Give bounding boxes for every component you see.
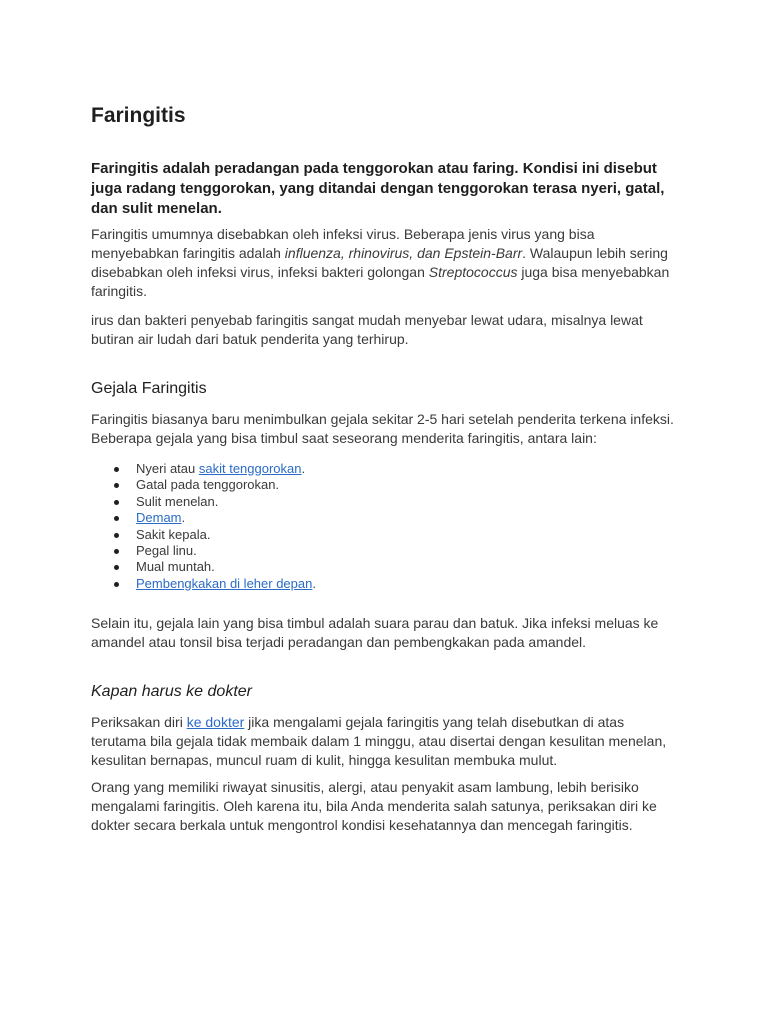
list-item: Pegal linu. (136, 543, 681, 559)
paragraph-other-symptoms: Selain itu, gejala lain yang bisa timbul adalah suara parau dan batuk. Jika infeksi meluas ke amandel atau tonsil bisa terjadi peradangan dan pembengkakan pada amandel. (91, 615, 659, 651)
paragraph-transmission: irus dan bakteri penyebab faringitis sangat mudah menyebar lewat udara, misalnya lewat butiran air ludah dari batuk penderita yang terhirup. (91, 312, 643, 347)
article (91, 102, 681, 835)
paragraph-causes-text-1: Faringitis umumnya disebabkan oleh infeksi virus. Beberapa jenis virus yang bisa menyebabkan faringitis adalah (91, 226, 595, 261)
paragraph-risk: Orang yang memiliki riwayat sinusitis, alergi, atau penyakit asam lambung, lebih berisiko mengalami faringitis. Oleh karena itu, bila Anda menderita salah satunya, periksakan diri ke dokter secara berkala untuk mengontrol kondisi kesehatannya dan mencegah faringitis. (91, 779, 657, 834)
list-item: Mual muntah. (136, 559, 681, 575)
link-ke-dokter[interactable]: ke dokter (186, 714, 245, 731)
list-item: Demam. (136, 510, 681, 526)
bacteria-name: Streptococcus (428, 264, 518, 280)
paragraph-causes-text-3: juga bisa menyebabkan faringitis. (91, 264, 670, 299)
link-pembengkakan-leher[interactable]: Pembengkakan di leher depan (136, 575, 313, 591)
list-item: Sulit menelan. (136, 494, 681, 510)
paragraph-causes-text-2: . Walaupun lebih sering disebabkan oleh infeksi virus, infeksi bakteri golongan (91, 245, 668, 280)
paragraph-see-doctor: Periksakan diri ke dokter jika mengalami gejala faringitis yang telah disebutkan di atas terutama bila gejala tidak membaik dalam 1 minggu, atau disertai dengan kesulitan menelan, kesulitan bernapas, muncul ruam di kulit, hingga kesulitan membuka mulut. (91, 714, 667, 769)
paragraph-causes (91, 225, 681, 301)
symptoms-heading: Gejala Faringitis (91, 380, 207, 397)
link-demam[interactable]: Demam (136, 510, 182, 526)
page-title: Faringitis (91, 104, 186, 127)
list-item: Pembengkakan di leher depan. (136, 576, 681, 592)
link-sakit-tenggorokan[interactable]: sakit tenggorokan (198, 461, 302, 476)
symptoms-list (91, 461, 681, 592)
list-item: Nyeri atau sakit tenggorokan. (136, 461, 681, 477)
list-item: Sakit kepala. (136, 527, 681, 543)
symptoms-intro: Faringitis biasanya baru menimbulkan gejala sekitar 2-5 hari setelah penderita terkena infeksi. Beberapa gejala yang bisa timbul saat seseorang menderita faringitis, antara lain: (91, 411, 674, 446)
doctor-heading: Kapan harus ke dokter (91, 683, 252, 701)
intro-paragraph: Faringitis adalah peradangan pada tenggorokan atau faring. Kondisi ini disebut juga radang tenggorokan, yang ditandai dengan tenggorokan terasa nyeri, gatal, dan sulit menelan. (91, 160, 665, 217)
list-item: Gatal pada tenggorokan. (136, 477, 681, 493)
virus-names: influenza, rhinovirus, dan Epstein-Barr (284, 245, 523, 261)
